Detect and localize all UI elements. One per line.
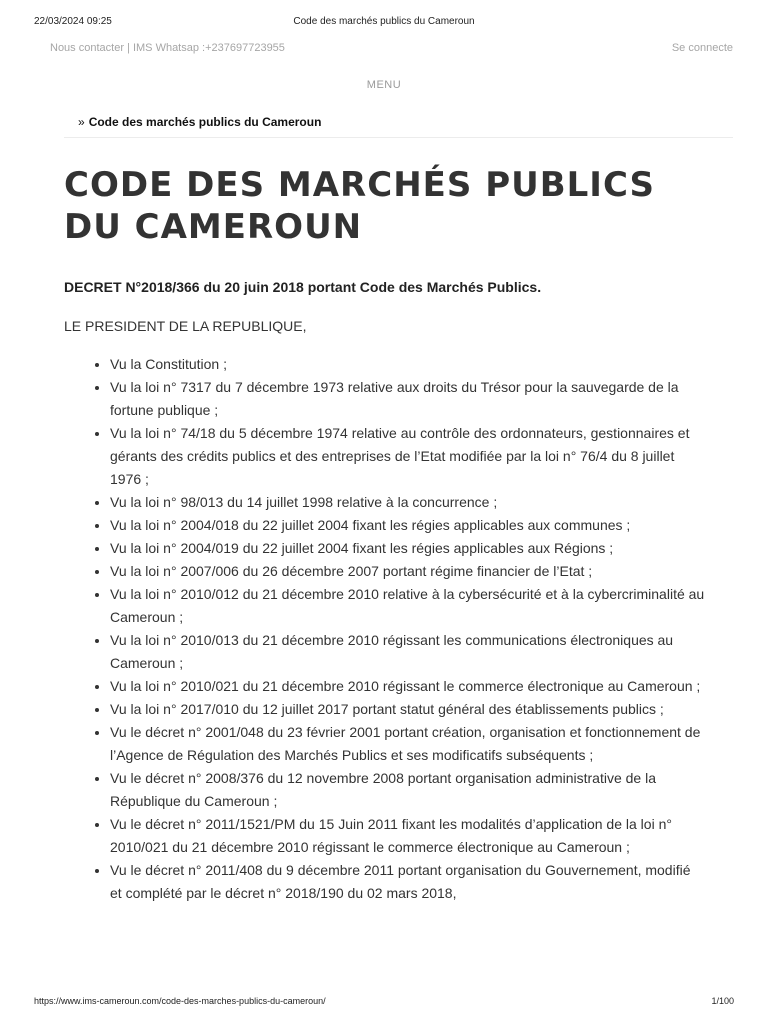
visa-item: • Vu la loi n° 2010/021 du 21 décembre 2010 régissant le commerce électronique au Cameroun ; xyxy=(110,675,706,698)
breadcrumb-separator: » xyxy=(78,115,85,129)
visa-item: • Vu la loi n° 2017/010 du 12 juillet 2017 portant statut général des établissements publics ; xyxy=(110,698,706,721)
header-divider xyxy=(64,137,733,138)
breadcrumb-current: Code des marchés publics du Cameroun xyxy=(88,115,322,129)
print-document-title: Code des marchés publics du Cameroun xyxy=(293,16,475,27)
visa-item: • Vu la loi n° 98/013 du 14 juillet 1998 relative à la concurrence ; xyxy=(110,491,706,514)
visa-list xyxy=(64,353,706,905)
page-url: https://www.ims-cameroun.com/code-des-marches-publics-du-cameroun/ xyxy=(34,996,326,1006)
print-header xyxy=(34,16,734,30)
page-number: 1/100 xyxy=(711,996,734,1006)
visa-item: • Vu le décret n° 2011/408 du 9 décembre 2011 portant organisation du Gouvernement, modifié et complété par le décret n° 2018/190 du 02 mars 2018, xyxy=(110,859,706,905)
decree-heading: DECRET N°2018/366 du 20 juin 2018 portant Code des Marchés Publics. xyxy=(64,279,542,295)
visa-item: • Vu le décret n° 2011/1521/PM du 15 Juin 2011 fixant les modalités d’application de la loi n° 2010/021 du 21 décembre 2010 régissant le commerce électronique au Cameroun ; xyxy=(110,813,706,859)
login-link[interactable]: Se connecte xyxy=(671,42,733,54)
visa-item: • Vu le décret n° 2001/048 du 23 février 2001 portant création, organisation et fonctionnement de l’Agence de Régulation des Marchés Publics et ses modificatifs subséquents ; xyxy=(110,721,706,767)
page-title: CODE DES MARCHÉS PUBLICS DU CAMEROUN xyxy=(64,165,656,247)
visa-item: • Vu la loi n° 2010/012 du 21 décembre 2010 relative à la cybersécurité et à la cybercriminalité au Cameroun ; xyxy=(110,583,706,629)
president-line: LE PRESIDENT DE LA REPUBLIQUE, xyxy=(64,318,307,334)
print-datetime: 22/03/2024 09:25 xyxy=(34,16,112,27)
visa-item: • Vu le décret n° 2008/376 du 12 novembre 2008 portant organisation administrative de la République du Cameroun ; xyxy=(110,767,706,813)
visa-item: • Vu la loi n° 2007/006 du 26 décembre 2007 portant régime financier de l’Etat ; xyxy=(110,560,706,583)
visa-item: • Vu la loi n° 2010/013 du 21 décembre 2010 régissant les communications électroniques au Cameroun ; xyxy=(110,629,706,675)
visa-item: • Vu la loi n° 7317 du 7 décembre 1973 relative aux droits du Trésor pour la sauvegarde de la fortune publique ; xyxy=(110,376,706,422)
breadcrumb xyxy=(78,115,321,129)
visa-item: • Vu la loi n° 2004/018 du 22 juillet 2004 fixant les régies applicables aux communes ; xyxy=(110,514,706,537)
contact-link[interactable]: Nous contacter | IMS Whatsap :+237697723955 xyxy=(50,42,285,54)
visa-item: • Vu la Constitution ; xyxy=(110,353,706,376)
menu-toggle[interactable]: MENU xyxy=(366,79,402,91)
visa-item: • Vu la loi n° 74/18 du 5 décembre 1974 relative au contrôle des ordonnateurs, gestionnaires et gérants des crédits publics et des entreprises de l’Etat modifiée par la loi n° 76/4 du 8 juillet 1976 ; xyxy=(110,422,706,491)
visa-item: • Vu la loi n° 2004/019 du 22 juillet 2004 fixant les régies applicables aux Régions ; xyxy=(110,537,706,560)
